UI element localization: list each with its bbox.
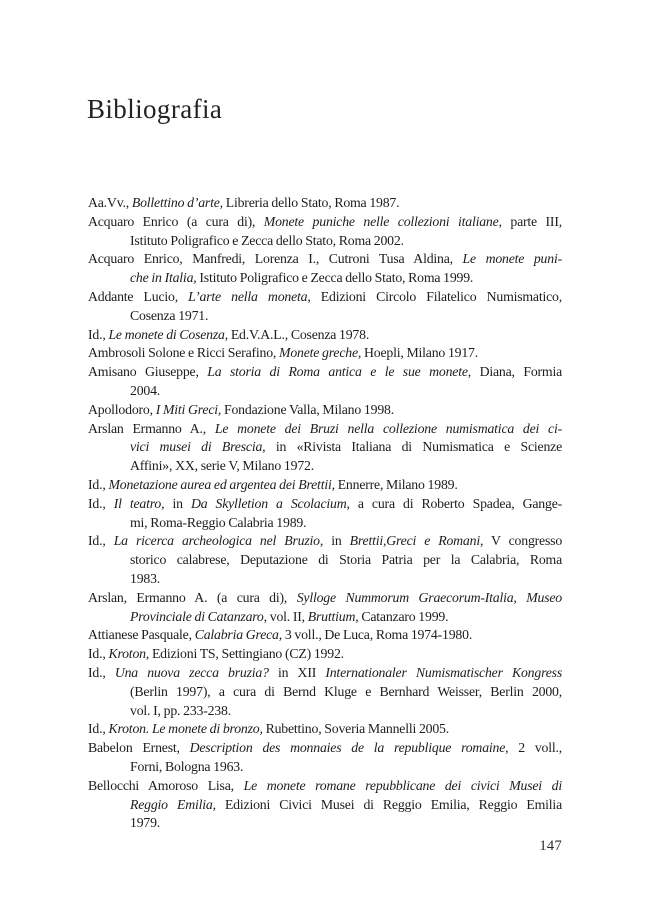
bibliography-entry: [88, 664, 562, 720]
page-number: 147: [539, 838, 562, 854]
entry-text: Babelon Ernest,: [88, 740, 190, 756]
bibliography-entry: [88, 645, 562, 664]
bibliography-line: [88, 720, 562, 739]
bibliography-line: [88, 739, 562, 758]
entry-text: Acquaro Enrico, Manfredi, Lorenza I., Cutroni Tusa Aldina,: [88, 251, 463, 267]
entry-text-italic: Le monete puni-: [462, 251, 562, 267]
bibliography-line: [88, 777, 562, 796]
entry-text-italic: Le monete dei Bruzi nella collezione numismatica dei ci-: [214, 420, 563, 436]
entry-text-italic: Kroton: [108, 646, 146, 662]
entry-text: , 2 voll.,: [505, 740, 563, 756]
entry-text-italic: Bollettino d’arte,: [131, 195, 223, 210]
entry-text: Ambrosoli Solone e Ricci Serafino,: [88, 345, 280, 361]
entry-text-italic: vici musei di Brescia,: [130, 439, 266, 455]
entry-text: Id.,: [88, 495, 114, 511]
entry-text: Id.,: [88, 476, 109, 492]
entry-text: 2004.: [130, 382, 161, 398]
entry-text-italic: Bruttium: [307, 608, 356, 624]
entry-text-italic: La ricerca archeologica nel Bruzio,: [113, 533, 324, 549]
entry-text: Istituto Poligrafico e Zecca dello Stato, Roma 1999.: [196, 270, 474, 286]
entry-text-italic: Calabria Greca,: [194, 627, 283, 643]
bibliography-line: [88, 814, 562, 833]
entry-text: Rubettino, Soveria Mannelli 2005.: [262, 721, 449, 737]
entry-text-italic: Le monete di Cosenza,: [108, 326, 228, 342]
entry-text: in: [164, 495, 191, 511]
entry-text: Apollodoro,: [88, 401, 156, 417]
bibliography-line: [88, 514, 562, 533]
bibliography-line: [88, 326, 562, 345]
entry-text-italic: Reggio Emilia: [130, 796, 213, 812]
entry-text-italic: Internationaler Numismatischer Kongress: [325, 664, 562, 680]
entry-text: Ed.V.A.L., Cosenza 1978.: [227, 326, 370, 342]
entry-text: in «Rivista Italiana di Numismatica e Scienze: [265, 439, 562, 455]
entry-text: Amisano Giuseppe,: [88, 364, 208, 380]
entry-text: , Diana, Formia: [467, 364, 562, 380]
entry-text: , Edizioni TS, Settingiano (CZ) 1992.: [145, 646, 344, 662]
entry-text: , a cura di Roberto Spadea, Gange-: [346, 495, 563, 511]
entry-text-italic: Monete puniche nelle collezioni italiane: [263, 213, 499, 229]
bibliography-line: [88, 438, 562, 457]
entry-text: mi, Roma-Reggio Calabria 1989.: [130, 514, 307, 530]
entry-text: , vol. II,: [263, 608, 308, 624]
bibliography-entry: [88, 363, 562, 401]
bibliography-line: [88, 401, 562, 420]
bibliography-line: [88, 288, 562, 307]
bibliography-line: [88, 232, 562, 251]
bibliography-line: [88, 382, 562, 401]
entry-text: Addante Lucio,: [88, 288, 189, 304]
bibliography-line: [88, 551, 562, 570]
entry-text-italic: L’arte nella moneta: [188, 288, 308, 304]
entry-text-italic: Sylloge Nummorum Graecorum-Italia, Museo: [296, 589, 562, 605]
entry-text-italic: Da Skylletion a Scolacium: [190, 495, 347, 511]
bibliography-line: [88, 796, 562, 815]
entry-text: storico calabrese, Deputazione di Storia Patria per la Calabria, Roma: [130, 552, 562, 568]
bibliography-entry: [88, 777, 562, 833]
entry-text: Aa.Vv.,: [88, 195, 132, 210]
bibliography-entry: [88, 213, 562, 251]
entry-text: , Edizioni Circolo Filatelico Numismatico,: [307, 288, 562, 304]
entry-text: Acquaro Enrico (a cura di),: [88, 213, 264, 229]
entry-text: Ennerre, Milano 1989.: [334, 476, 458, 492]
bibliography-entry: [88, 420, 562, 476]
bibliography-line: [88, 758, 562, 777]
entry-text-italic: Una nuova zecca bruzia?: [114, 664, 269, 680]
entry-text: Istituto Poligrafico e Zecca dello Stato, Roma 2002.: [130, 232, 404, 248]
bibliography-line: [88, 420, 562, 439]
entry-text: , Edizioni Civici Musei di Reggio Emilia, Reggio Emilia: [212, 796, 562, 812]
bibliography-entry: [88, 194, 562, 213]
bibliography-line: [88, 250, 562, 269]
entry-text: 1979.: [130, 815, 161, 831]
bibliography-line: [88, 457, 562, 476]
entry-text: in: [323, 533, 350, 549]
bibliography-entry: [88, 476, 562, 495]
bibliography-entry: [88, 589, 562, 627]
bibliography-line: [88, 307, 562, 326]
entry-text-italic: La storia di Roma antica e le sue monete: [207, 364, 468, 380]
entry-text-italic: I Miti Greci,: [155, 401, 222, 417]
entry-text: Arslan Ermanno A.,: [88, 420, 215, 436]
bibliography-entry: [88, 326, 562, 345]
bibliography-line: [88, 194, 562, 213]
entry-text-italic: Monetazione aurea ed argentea dei Brettii,: [108, 476, 335, 492]
bibliography-entry: [88, 739, 562, 777]
bibliography-entry: [88, 401, 562, 420]
bibliography-entry: [88, 532, 562, 588]
entry-text: 1983.: [130, 570, 161, 586]
entry-text: Id.,: [88, 533, 114, 549]
bibliography-line: [88, 269, 562, 288]
bibliography-entry: [88, 344, 562, 363]
entry-text: (Berlin 1997), a cura di Bernd Kluge e Bernhard Weisser, Berlin 2000,: [130, 683, 562, 699]
entry-text: , parte III,: [498, 213, 562, 229]
entry-text-italic: Description des monnaies de la republique romaine: [189, 740, 506, 756]
entry-text: , Catanzaro 1999.: [355, 608, 449, 624]
entry-text: Id.,: [88, 646, 109, 662]
bibliography-entry: [88, 626, 562, 645]
entry-text: Bellocchi Amoroso Lisa,: [88, 777, 244, 793]
entry-text: Id.,: [88, 721, 109, 737]
entry-text-italic: che in Italia,: [130, 270, 197, 286]
bibliography-line: [88, 476, 562, 495]
entry-text-italic: Provinciale di Catanzaro: [130, 608, 264, 624]
entry-text-italic: Brettii,Greci e Romani: [349, 533, 480, 549]
bibliography-line: [88, 495, 562, 514]
entry-text: Cosenza 1971.: [130, 307, 209, 323]
bibliography-line: [88, 344, 562, 363]
entry-text: Attianese Pasquale,: [88, 627, 195, 643]
bibliography-line: [88, 363, 562, 382]
entry-text: Fondazione Valla, Milano 1998.: [221, 401, 394, 417]
entry-text: vol. I, pp. 233-238.: [130, 702, 231, 718]
bibliography: [88, 194, 562, 833]
entry-text: Arslan, Ermanno A. (a cura di),: [88, 589, 297, 605]
bibliography-line: [88, 626, 562, 645]
bibliography-entry: [88, 495, 562, 533]
entry-text: Libreria dello Stato, Roma 1987.: [222, 195, 400, 210]
entry-text: Id.,: [88, 326, 109, 342]
bibliography-line: [88, 570, 562, 589]
entry-text: , V congresso: [479, 533, 563, 549]
entry-text-italic: Le monete romane repubblicane dei civici Musei di: [243, 777, 562, 793]
entry-text: Affini», XX, serie V, Milano 1972.: [130, 458, 314, 474]
bibliography-line: [88, 589, 562, 608]
entry-text-italic: Kroton. Le monete di bronzo,: [108, 721, 263, 737]
bibliography-line: [88, 702, 562, 721]
bibliography-entry: [88, 250, 562, 288]
bibliography-entry: [88, 720, 562, 739]
bibliography-line: [88, 608, 562, 627]
entry-text: Id.,: [88, 664, 115, 680]
entry-text: 3 voll., De Luca, Roma 1974-1980.: [282, 627, 473, 643]
page-title: Bibliografia: [87, 94, 223, 124]
bibliography-line: [88, 645, 562, 664]
bibliography-line: [88, 213, 562, 232]
bibliography-line: [88, 683, 562, 702]
entry-text-italic: Il teatro,: [113, 495, 165, 511]
entry-text-italic: Monete greche: [279, 345, 358, 361]
bibliography-line: [88, 664, 562, 683]
entry-text: in XII: [268, 664, 326, 680]
bibliography-line: [88, 532, 562, 551]
bibliography-entry: [88, 288, 562, 326]
entry-text: Forni, Bologna 1963.: [130, 758, 244, 774]
entry-text: , Hoepli, Milano 1917.: [357, 345, 478, 361]
